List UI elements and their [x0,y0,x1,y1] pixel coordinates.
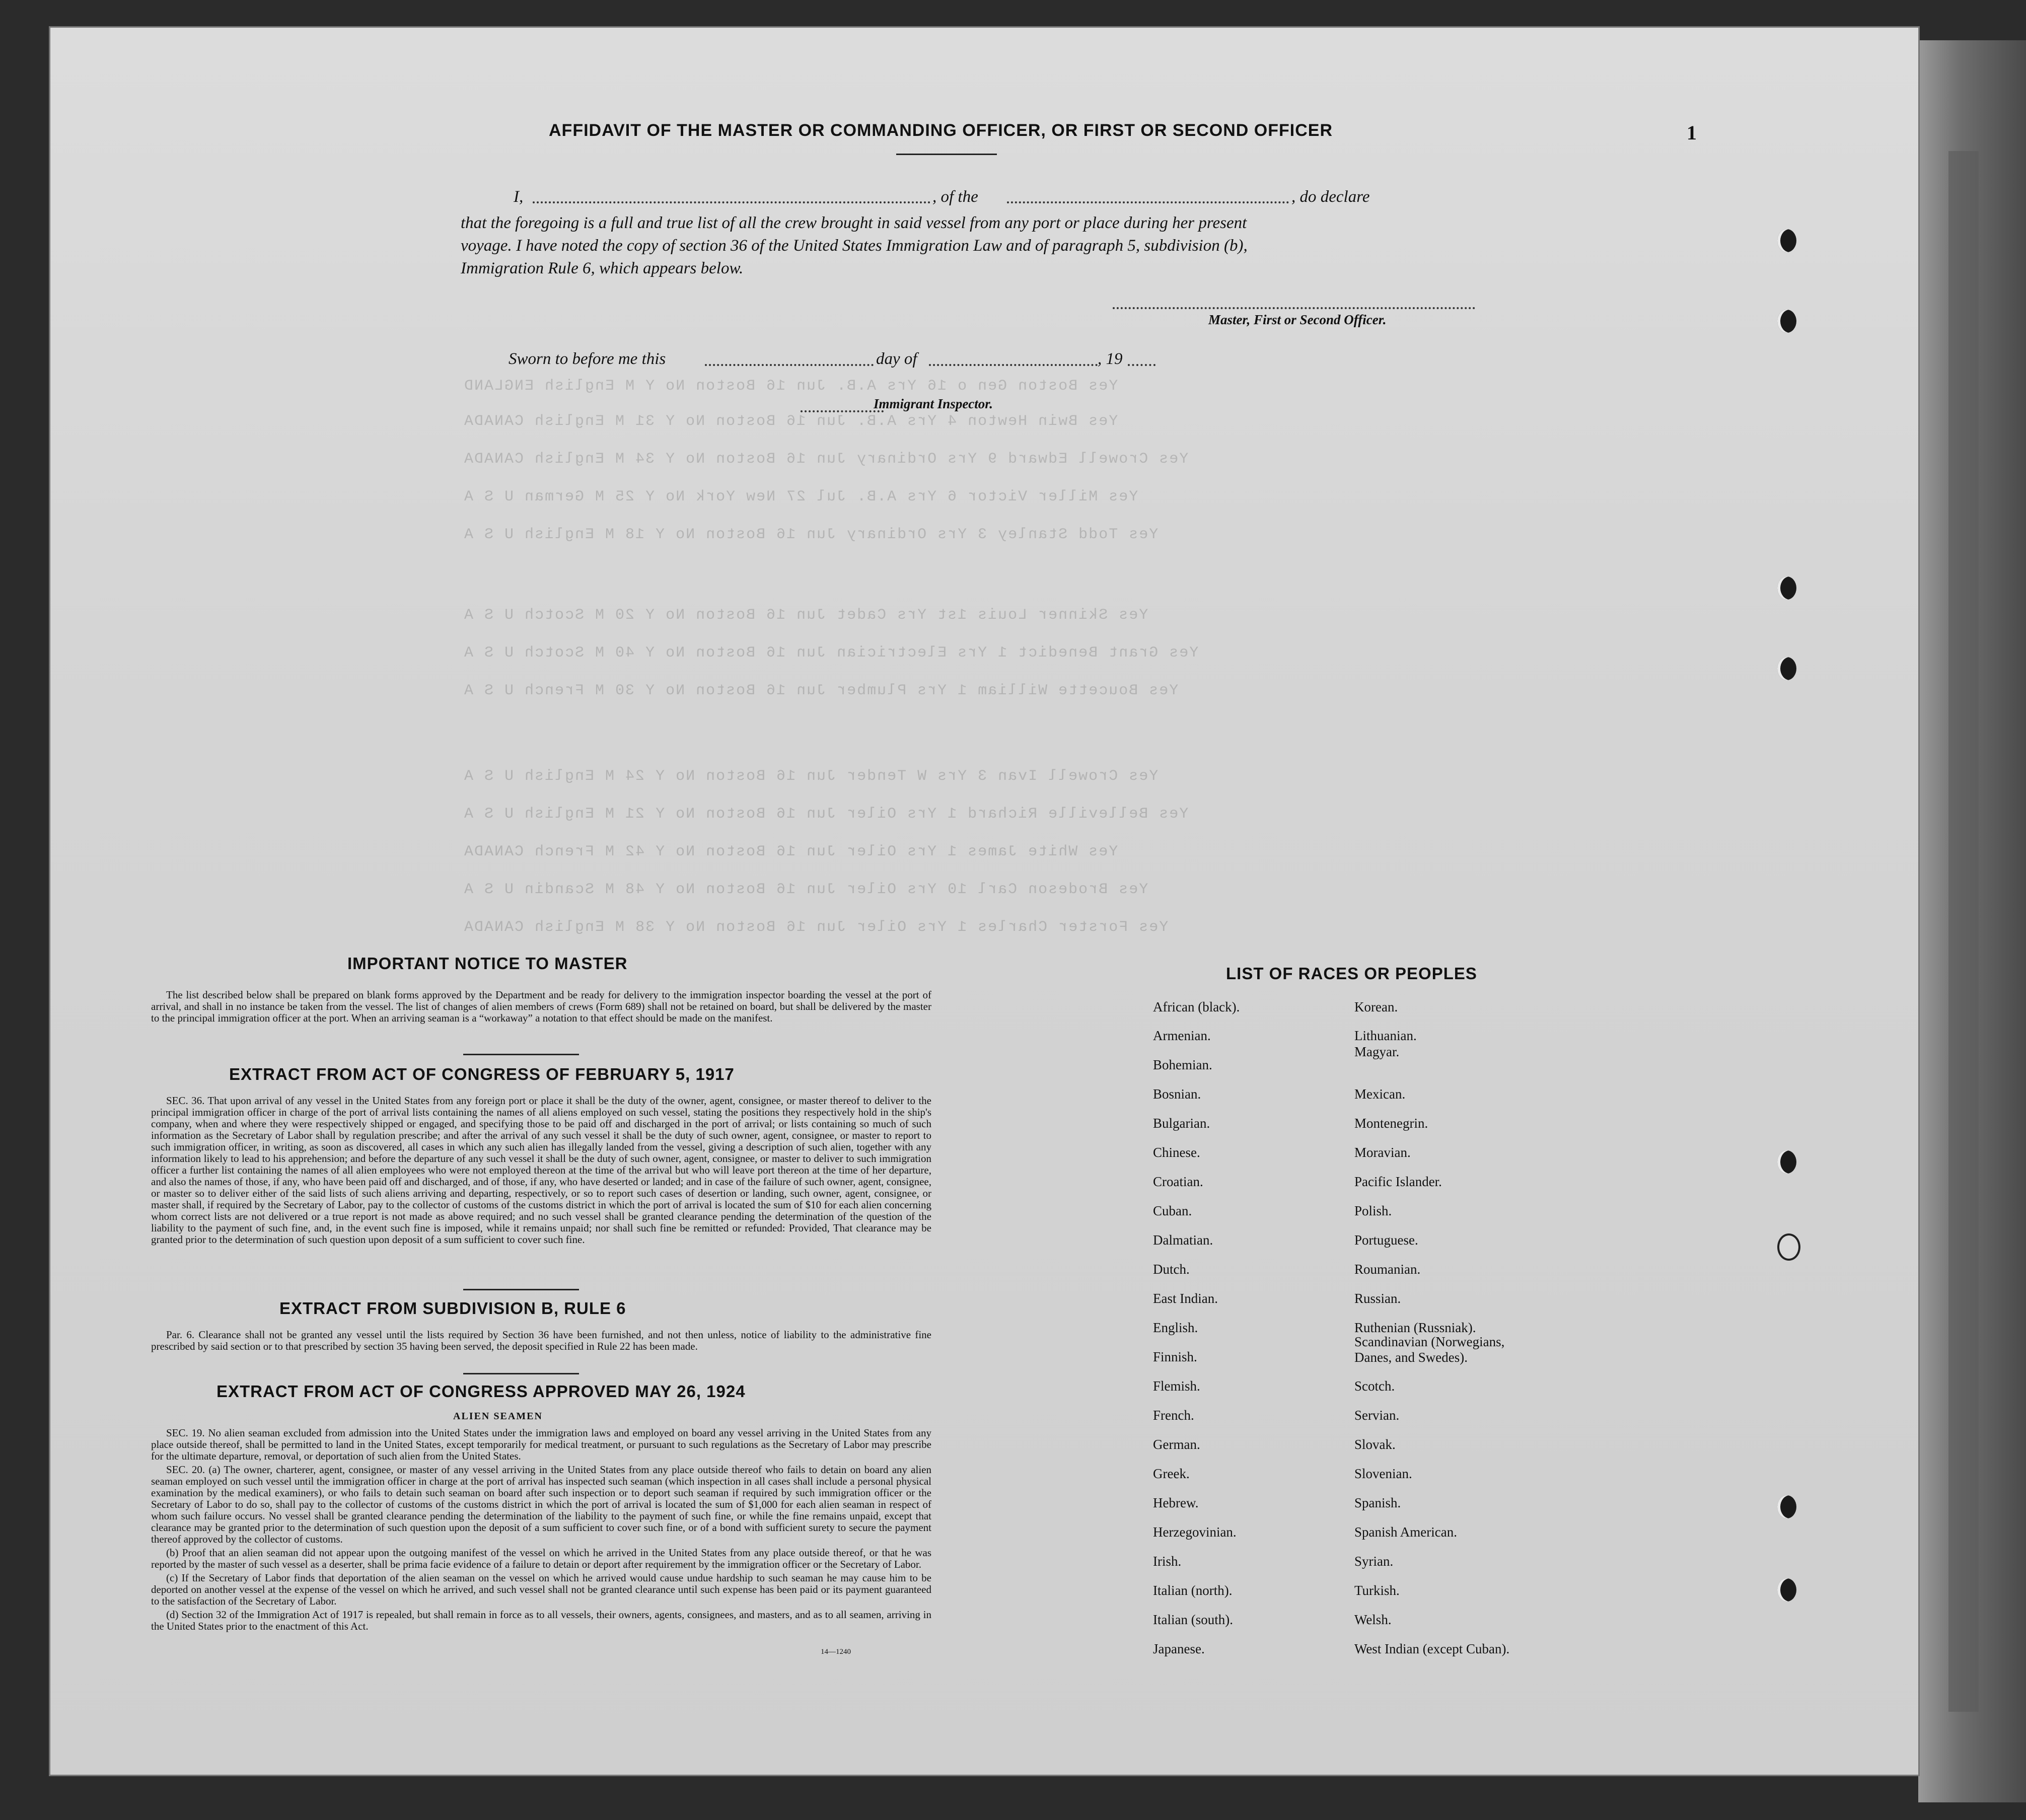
race-entry: Turkish. [1354,1583,1400,1598]
master-signature-field[interactable] [1113,307,1475,309]
affidavit-of-the-label: , of the [932,188,978,206]
binder-hole-icon [1777,576,1796,600]
race-entry: Croatian. [1153,1174,1203,1189]
act-1924-sec-20a: SEC. 20. (a) The owner, charterer, agent, consignee, or master of any vessel arriving in the United States from any place outside thereof who fails to detain on board any alien seaman employed on such vessel until the immigration officer in charge at the port of arrival has inspected such seaman (which inspection in all cases shall include a personal physical examination by the medical examiners), or who fails to detain such seaman on board after such inspection or to deport such seaman if required by such immigration officer or the Secretary of Labor to do so, shall pay to the collector of customs of the customs district in which the port of arrival is located the sum of $1,000 for each alien seaman in respect of whom such failure occurs. No vessel shall be granted clearance pending the determination of the liability to the payment of such fine, or while the fine remains unpaid, except that clearance may be granted prior to the determination of such question upon the deposit of a sum sufficient to cover such fine, or of a bond with sufficient surety to secure the payment thereof approved by the collector of customs. [151,1464,931,1545]
binder-hole-icon [1777,1495,1796,1518]
notice-title: IMPORTANT NOTICE TO MASTER [347,954,628,973]
race-entry: Ruthenian (Russniak). [1354,1320,1476,1335]
show-through-text: Yes Crowell Ivan 3 Yrs W Tender Jun 16 Boston No Y 24 M English U S A [463,768,1159,785]
show-through-text: Yes Boucette William 1 Yrs Plumber Jun 16 Boston No Y 30 M French U S A [463,682,1179,699]
notice-text: The list described below shall be prepared on blank forms approved by the Department and be ready for delivery to the immigration inspector boarding the vessel at the port of arrival, and shall in no instance be taken from the vessel. The list of changes of alien members of crews (Form 689) shall not be retained on board, but shall be delivered by the master to the principal immigration officer at the port. When an arriving seaman is a “workaway” a notation to that effect should be made on the manifest. [151,989,931,1024]
affidavit-title: AFFIDAVIT OF THE MASTER OR COMMANDING OFFICER, OR FIRST OR SECOND OFFICER [549,121,1333,140]
race-entry: Bulgarian. [1153,1116,1210,1131]
race-entry: Spanish. [1354,1495,1401,1510]
binder-hole-icon [1777,1150,1796,1174]
race-entry: Bohemian. [1153,1057,1212,1072]
section-divider [463,1289,579,1290]
race-entry: Italian (north). [1153,1583,1233,1598]
master-signature-label: Master, First or Second Officer. [1208,312,1387,327]
show-through-text: Yes Miller Victor 6 Yrs A.B. Jul 27 New York No Y 25 M German U S A [463,488,1138,505]
race-entry: Portuguese. [1354,1232,1418,1248]
affidavit-body-line: voyage. I have noted the copy of section 36 of the United States Immigration Law and of paragraph 5, subdivision (b), [461,237,1248,255]
master-name-field[interactable] [533,201,930,203]
form-number: 14—1240 [821,1648,851,1656]
binder-hole-icon [1777,1578,1796,1601]
binder-hole-icon [1777,1233,1800,1261]
document-page [50,28,1918,1775]
binder-hole-icon [1777,310,1796,333]
race-entry: Lithuanian. [1354,1028,1417,1043]
vessel-name-field[interactable] [1007,201,1289,203]
show-through-text: Yes Brodeson Carl 10 Yrs Oiler Jun 16 Boston No Y 48 M Scandin U S A [463,881,1148,898]
race-entry: Mexican. [1354,1086,1406,1102]
race-entry: Polish. [1354,1203,1392,1218]
race-entry: Irish. [1153,1554,1182,1569]
title-divider [896,154,997,155]
race-entry: Armenian. [1153,1028,1211,1043]
binder-hole-icon [1777,229,1796,252]
show-through-text: Yes Bwin Hewton 4 Yrs A.B. Jun 16 Boston No Y 31 M English CANADA [463,413,1118,430]
day-of-label: day of [876,350,917,368]
alien-seamen-subtitle: ALIEN SEAMEN [453,1411,543,1422]
race-entry: Syrian. [1354,1554,1394,1569]
section-divider [463,1373,579,1374]
show-through-text: Yes Boston Gen o 16 Yrs A.B. Jun 16 Boston No Y M English ENGLAND [463,378,1118,395]
race-entry: Roumanian. [1354,1262,1421,1277]
race-entry: Magyar. [1354,1044,1400,1059]
race-entry: German. [1153,1437,1200,1452]
show-through-text: Yes Todd Stanley 3 Yrs Ordinary Jun 16 Boston No Y 18 M English U S A [463,526,1159,543]
race-entry: African (black). [1153,999,1240,1014]
act-1917-title: EXTRACT FROM ACT OF CONGRESS OF FEBRUARY 5, 1917 [229,1065,735,1083]
race-entry: Pacific Islander. [1354,1174,1442,1189]
scan-edge-shadow-inner [1948,151,1979,1712]
race-entry: Dalmatian. [1153,1232,1213,1248]
race-entry: Finnish. [1153,1349,1197,1364]
race-entry: French. [1153,1408,1194,1423]
race-entry: Korean. [1354,999,1398,1014]
race-entry: Russian. [1354,1291,1401,1306]
race-entry: Slovenian. [1354,1466,1412,1481]
act-1924-sec-19: SEC. 19. No alien seaman excluded from admission into the United States under the immigration laws and employed on board any vessel arriving in the United States from any place outside thereof, shall be permitted to land in the United States, except temporarily for medical treatment, or pursuant to such regulations as the Secretary of Labor may prescribe for the ultimate departure, removal, or deportation of such alien from the United States. [151,1427,931,1462]
act-1924-sec-20b: (b) Proof that an alien seaman did not appear upon the outgoing manifest of the vessel on which he arrived in the United States from any place outside thereof, or that he was reported by the master of such vessel as a deserter, shall be prima facie evidence of a failure to detain or deport after requirement by the immigration officer or the Secretary of Labor. [151,1547,931,1570]
race-entry: Japanese. [1153,1641,1205,1656]
affidavit-i-label: I, [514,188,524,206]
race-entry: Dutch. [1153,1262,1190,1277]
rule-6-text: Par. 6. Clearance shall not be granted any vessel until the lists required by Section 36 have been furnished, and not then unless, notice of liability to the administrative fine prescribed by said section or to that prescribed by section 35 having been served, the deposit specified in Rule 22 has been made. [151,1329,931,1352]
act-1924-title: EXTRACT FROM ACT OF CONGRESS APPROVED MAY 26, 1924 [216,1382,746,1401]
sworn-prefix: Sworn to before me this [509,350,666,368]
act-1917-text: SEC. 36. That upon arrival of any vessel in the United States from any foreign port or place it shall be the duty of the owner, agent, consignee, or master thereof to deliver to the principal immigration officer in charge of the port of arrival lists containing the names of all aliens employed on such vessel, stating the positions they respectively hold in the ship's company, when and where they were respectively shipped or engaged, and specifying those to be paid off and discharged in the port of arrival; or lists containing so much of such information as the Secretary of Labor shall by regulation prescribe; and after the arrival of any such vessel it shall be the duty of such owner, agent, consignee, or master to report to such immigration officer, in writing, as soon as discovered, all cases in which any such alien has illegally landed from the vessel, giving a description of such alien, together with any information likely to lead to his apprehension; and before the departure of any such vessel it shall be the duty of such owner, agent, consignee, or master to deliver to such immigration officer a further list containing the names of all alien employees who were not employed thereon at the time of the arrival but who will leave port thereon at the time of her departure, and also the names of those, if any, who have been paid off and discharged, and of those, if any, who have deserted or landed; and in case of the failure of such owner, agent, consignee, or master so to deliver either of the said lists of such aliens arriving and departing, respectively, or so to report such cases of desertion or landing, such owner, agent, consignee, or master shall, if required by the Secretary of Labor, pay to the collector of customs of the customs district in which the port of arrival is located the sum of $10 for each alien concerning whom correct lists are not delivered or a true report is not made as above required; and no such vessel shall be granted clearance pending the determination of the question of the liability to the payment of such fine, and, in the event such fine is imposed, while it remains unpaid; nor shall such fine be remitted or refunded: Provided, That clearance may be granted prior to the determination of such question upon deposit of a sum sufficient to cover such fine. [151,1095,931,1246]
page-number: 1 [1687,121,1697,144]
binder-hole-icon [1777,657,1796,680]
year-prefix: , 19 [1098,350,1123,368]
race-entry: Greek. [1153,1466,1190,1481]
inspector-signature-field[interactable] [801,410,884,412]
race-entry: Montenegrin. [1354,1116,1428,1131]
inspector-label: Immigrant Inspector. [874,396,993,411]
affidavit-body-line: Immigration Rule 6, which appears below. [461,259,744,277]
race-entry: Slovak. [1354,1437,1396,1452]
show-through-text: Yes Skinner Louis 1st Yrs Cadet Jun 16 Boston No Y 20 M Scotch U S A [463,607,1148,624]
show-through-text: Yes Grant Benedict 1 Yrs Electrician Jun 16 Boston No Y 40 M Scotch U S A [463,644,1199,662]
show-through-text: Yes Forster Charles 1 Yrs Oiler Jun 16 Boston No Y 38 M English CANADA [463,919,1169,936]
race-entry: Scotch. [1354,1378,1395,1394]
race-entry: Hebrew. [1153,1495,1199,1510]
sworn-year-field[interactable] [1128,364,1155,366]
rule-6-title: EXTRACT FROM SUBDIVISION B, RULE 6 [279,1299,626,1318]
race-entry: Herzegovinian. [1153,1524,1237,1540]
race-entry: Welsh. [1354,1612,1392,1627]
race-entry: English. [1153,1320,1198,1335]
race-entry: Chinese. [1153,1145,1200,1160]
affidavit-do-declare: , do declare [1291,188,1370,206]
show-through-text: Yes White James 1 Yrs Oiler Jun 16 Boston No Y 42 M French CANADA [463,843,1118,860]
act-1924-sec-20c: (c) If the Secretary of Labor finds that deportation of the alien seaman on the vessel on which he arrived would cause undue hardship to such seaman he may cause him to be deported on another vessel at the expense of the vessel on which he arrived, and such vessel shall not be granted clearance until such expense has been paid or its payment guaranteed to the satisfaction of the Secretary of Labor. [151,1572,931,1607]
section-divider [463,1054,579,1055]
race-entry: East Indian. [1153,1291,1218,1306]
show-through-text: Yes Crowell Edward 9 Yrs Ordinary Jun 16 Boston No Y 34 M English CANADA [463,451,1189,468]
race-entry: Bosnian. [1153,1086,1201,1102]
race-entry: Scandinavian (Norwegians, Danes, and Swedes). [1354,1334,1505,1365]
sworn-day-field[interactable] [705,364,874,366]
race-entry: Cuban. [1153,1203,1192,1218]
race-entry: Moravian. [1354,1145,1411,1160]
race-entry: West Indian (except Cuban). [1354,1641,1510,1656]
race-entry: Servian. [1354,1408,1400,1423]
race-entry: Italian (south). [1153,1612,1233,1627]
race-entry: Spanish American. [1354,1524,1457,1540]
show-through-text: Yes Belleville Richard 1 Yrs Oiler Jun 16 Boston No Y 21 M English U S A [463,806,1189,823]
races-title: LIST OF RACES OR PEOPLES [1226,964,1477,983]
act-1924-sec-20d: (d) Section 32 of the Immigration Act of 1917 is repealed, but shall remain in force as to all vessels, their owners, agents, consignees, and masters, and as to all seamen, arriving in the United States prior to the enactment of this Act. [151,1609,931,1632]
race-entry: Flemish. [1153,1378,1200,1394]
sworn-month-field[interactable] [929,364,1098,366]
affidavit-body-line: that the foregoing is a full and true list of all the crew brought in said vessel from any port or place during her present [461,214,1247,232]
act-1924-text [151,1427,931,1634]
